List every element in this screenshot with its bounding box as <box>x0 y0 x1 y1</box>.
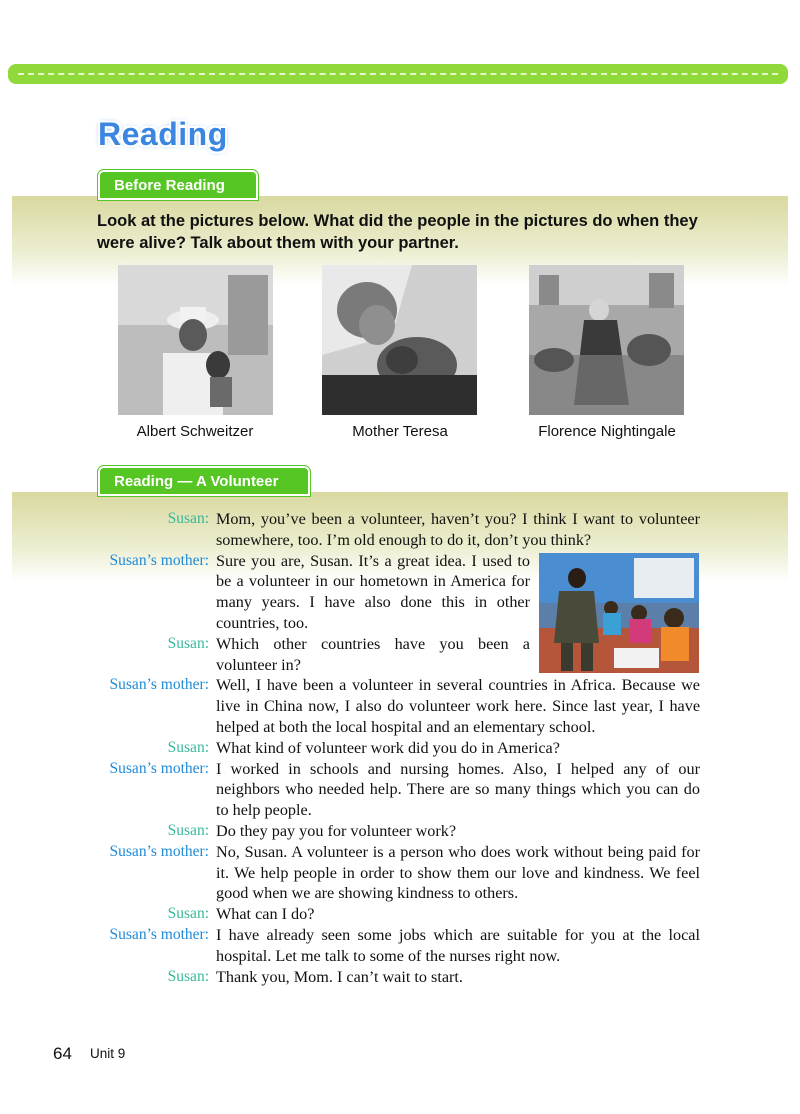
speaker-label: Susan’s mother: <box>109 759 209 777</box>
dialogue-line <box>0 904 800 925</box>
utterance: Mom, you’ve been a volunteer, haven’t you? I think I want to volunteer somewhere, too. I’m old enough to do it, don’t you think? <box>216 510 700 549</box>
speaker-label: Susan’s mother: <box>109 925 209 943</box>
speaker-label: Susan: <box>167 510 209 527</box>
dialogue-line <box>0 738 800 759</box>
caption-mother-teresa: Mother Teresa <box>352 423 448 440</box>
speaker-label: Susan’s mother: <box>109 676 209 694</box>
dialogue-line <box>0 634 800 676</box>
dialogue-line <box>0 842 800 904</box>
dialogue-line <box>0 821 800 842</box>
utterance: I have already seen some jobs which are suitable for you at the local hospital. Let me talk to some of the nurses right now. <box>216 925 700 965</box>
speaker-label: Susan: <box>167 905 209 923</box>
speaker-label: Susan: <box>167 821 209 839</box>
caption-florence-nightingale: Florence Nightingale <box>538 423 676 440</box>
caption-albert-schweitzer: Albert Schweitzer <box>136 423 254 440</box>
utterance: Sure you are, Susan. It’s a great idea. I used to be a volunteer in our hometown in America for many years. I have also done this in other countries, too. <box>216 551 530 632</box>
speaker-label: Susan: <box>167 634 209 652</box>
photo-mother-teresa <box>322 265 477 415</box>
unit-label: Unit 9 <box>90 1046 126 1061</box>
utterance: What kind of volunteer work did you do in America? <box>216 738 560 757</box>
dialogue-line <box>0 925 800 967</box>
speaker-label: Susan’s mother: <box>109 551 209 569</box>
tab-reading-a-volunteer: Reading — A Volunteer <box>98 466 310 496</box>
photo-florence-nightingale <box>529 265 684 415</box>
dialogue-line <box>0 551 800 634</box>
speaker-label: Susan’s mother: <box>109 842 209 860</box>
speaker-label: Susan: <box>167 738 209 756</box>
before-reading-instruction: Look at the pictures below. What did the people in the pictures do when they were alive? Talk about them with your partner. <box>97 212 698 252</box>
utterance: Do they pay you for volunteer work? <box>216 821 457 840</box>
dialogue-line <box>0 967 800 988</box>
utterance: Thank you, Mom. I can’t wait to start. <box>216 967 463 986</box>
utterance: I worked in schools and nursing homes. Also, I helped any of our neighbors who needed help. There are so many things which you can do to help people. <box>216 759 700 820</box>
utterance: Well, I have been a volunteer in several countries in Africa. Because we live in China now, I also do volunteer work here. Since last year, I have helped at both the local hospital and an elementary school. <box>216 676 700 736</box>
reading-dialogue <box>0 509 800 987</box>
utterance: No, Susan. A volunteer is a person who does work without being paid for it. We help people in order to show them our love and kindness. We feel good when we are showing kindness to others. <box>216 842 700 903</box>
dialogue-line <box>0 675 800 737</box>
photo-albert-schweitzer <box>118 265 273 415</box>
section-title: Reading <box>98 116 228 152</box>
tab-before-reading: Before Reading <box>98 170 258 200</box>
decorative-top-band <box>8 64 788 84</box>
speaker-label: Susan: <box>167 967 209 985</box>
dialogue-line <box>0 509 800 551</box>
utterance: Which other countries have you been a volunteer in? <box>216 634 530 674</box>
utterance: What can I do? <box>216 905 315 924</box>
dialogue-line <box>0 759 800 821</box>
page-number: 64 <box>53 1044 72 1063</box>
